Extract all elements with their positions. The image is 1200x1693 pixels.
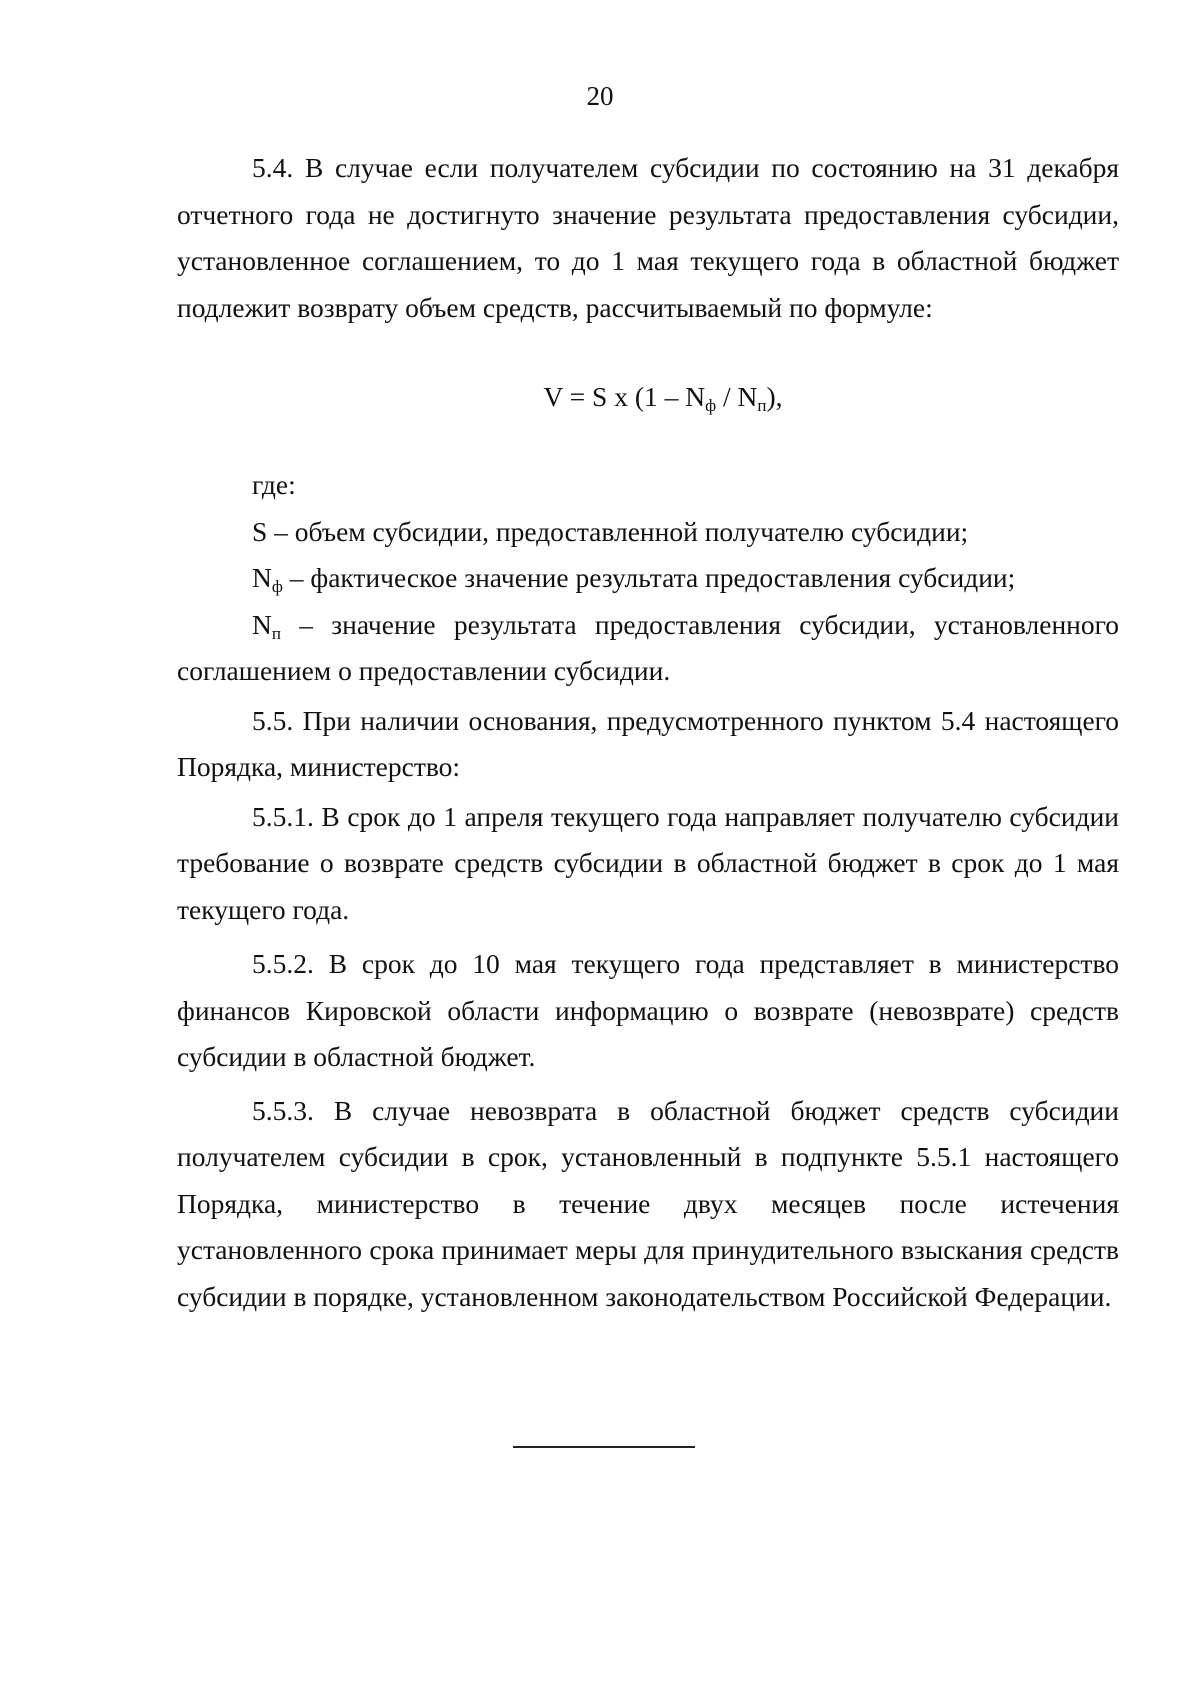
paragraph-5-5-2: 5.5.2. В срок до 10 мая текущего года представляет в министерство финансов Кировской области информацию о возврате (невозврате) средств субсидии в областной бюджет. — [177, 948, 1119, 1072]
definition-np — [177, 602, 1119, 695]
definition-s-text: – объем субсидии, предоставленной получателю субсидии; — [267, 515, 969, 547]
paragraph-5-5-1: 5.5.1. В срок до 1 апреля текущего года направляет получателю субсидии требование о возврате средств субсидии в областной бюджет в срок до 1 мая текущего года. — [177, 800, 1119, 925]
paragraph-5-5-3: 5.5.3. В случае невозврата в областной бюджет средств субсидии получателем субсидии в срок, установленный в подпункте 5.5.1 настоящего Порядка, министерство в течение двух месяцев после истечения установленного срока принимает меры для принудительного взыскания средств субсидии в порядке, установленном законодательством Российской Федерации. — [177, 1094, 1119, 1312]
definition-nf-text: – фактическое значение результата предоставления субсидии; — [282, 562, 1016, 593]
page-number: 20 — [586, 81, 614, 111]
formula-subscript-p: п — [757, 396, 767, 415]
definition-s-symbol: S — [252, 515, 268, 547]
paragraph-5-5: 5.5. При наличии основания, предусмотренного пунктом 5.4 настоящего Порядка, министерство: — [177, 704, 1119, 782]
formula-subscript-f: ф — [705, 396, 717, 415]
formula-mid: / N — [716, 381, 758, 412]
where-label: где: — [252, 469, 296, 500]
document-body — [177, 145, 1119, 1320]
formula — [177, 374, 1119, 420]
definition-np-text: – значение результата предоставления субсидии, установленного соглашением о предоставлении субсидии. — [177, 608, 1119, 686]
definition-np-subscript: п — [271, 623, 281, 643]
end-rule — [513, 1446, 695, 1448]
formula-lead: V = S x (1 – N — [543, 381, 706, 412]
definition-np-symbol: N — [252, 608, 272, 640]
formula-tail: ), — [766, 381, 783, 412]
definition-nf-symbol: N — [252, 562, 272, 593]
paragraph-5-4: 5.4. В случае если получателем субсидии по состоянию на 31 декабря отчетного года не достигнуто значение результата предоставления субсидии, установленное соглашением, то до 1 мая текущего года в областной бюджет подлежит возврату объем средств, рассчитываемый по формуле: — [177, 152, 1119, 323]
definition-s — [177, 509, 1119, 556]
definition-nf — [177, 555, 1119, 602]
definition-nf-subscript: ф — [271, 577, 283, 596]
